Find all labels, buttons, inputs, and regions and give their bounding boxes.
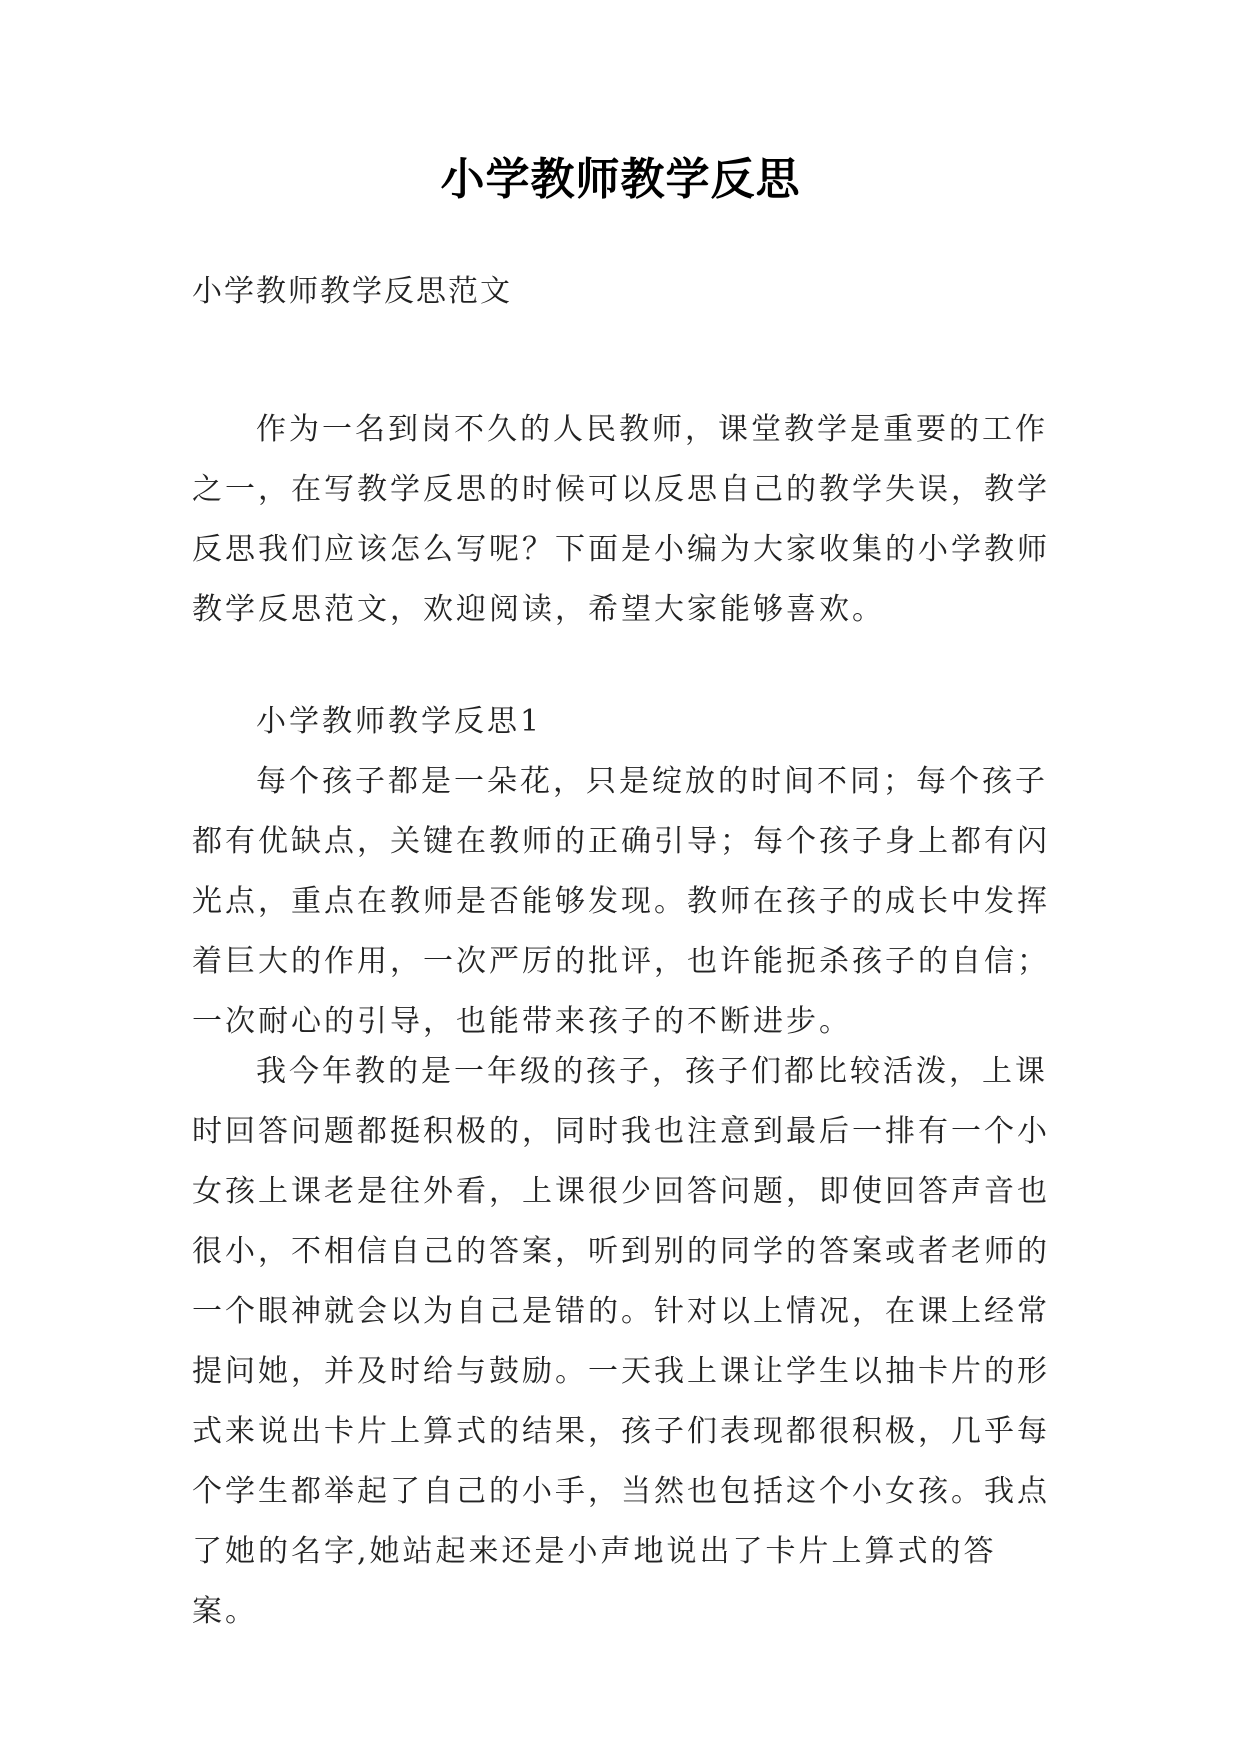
document-title: 小学教师教学反思 <box>440 154 801 205</box>
intro-paragraph: 作为一名到岗不久的人民教师，课堂教学是重要的工作之一，在写教学反思的时候可以反思自己的教学失误，教学反思我们应该怎么写呢？下面是小编为大家收集的小学教师教学反思范文，欢迎阅读，希望大家能够喜欢。 <box>192 412 1050 627</box>
document-subtitle: 小学教师教学反思范文 <box>192 274 512 309</box>
body-paragraph: 每个孩子都是一朵花，只是绽放的时间不同；每个孩子都有优缺点，关键在教师的正确引导；每个孩子身上都有闪光点，重点在教师是否能够发现。教师在孩子的成长中发挥着巨大的作用，一次严厉的批评，也许能扼杀孩子的自信；一次耐心的引导，也能带来孩子的不断进步。 <box>192 764 1050 1039</box>
section-heading: 小学教师教学反思1 <box>256 704 543 739</box>
body-paragraph: 我今年教的是一年级的孩子，孩子们都比较活泼，上课时回答问题都挺积极的，同时我也注意到最后一排有一个小女孩上课老是往外看，上课很少回答问题，即使回答声音也很小，不相信自己的答案，听到别的同学的答案或者老师的一个眼神就会以为自己是错的。针对以上情况，在课上经常提问她，并及时给与鼓励。一天我上课让学生以抽卡片的形式来说出卡片上算式的结果，孩子们表现都很积极，几乎每个学生都举起了自己的小手，当然也包括这个小女孩。我点了她的名字,她站起来还是小声地说出了卡片上算式的答案。 <box>192 1054 1050 1629</box>
